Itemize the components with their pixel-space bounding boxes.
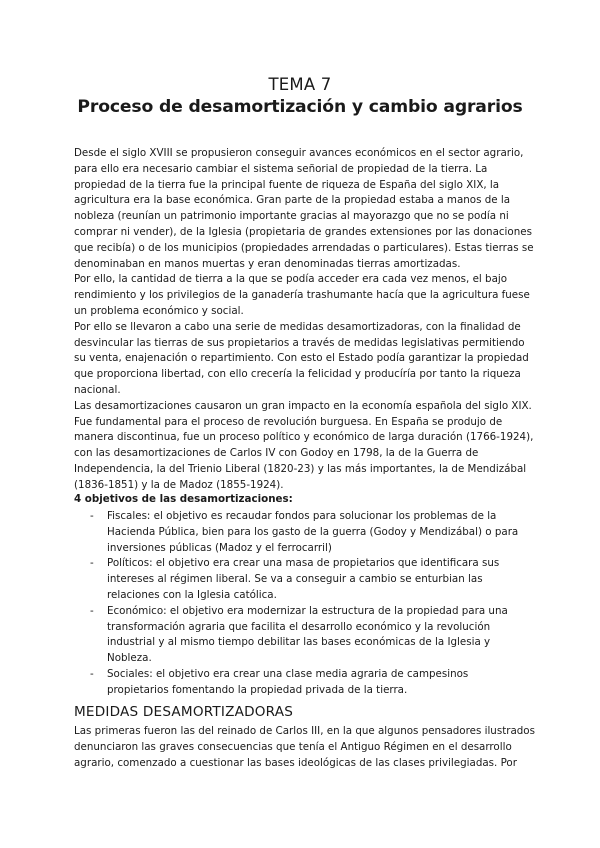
topic-number: TEMA 7 [268, 75, 332, 94]
text-line: manera discontinua, fue un proceso político y económico de larga duración (1766-1924), [74, 431, 534, 444]
text-line: su venta, enajenación o repartimiento. Con esto el Estado podía garantizar la propiedad [74, 352, 529, 365]
text-line: denunciaron las graves consecuencias que tenía el Antiguo Régimen en el desarrollo [74, 740, 512, 753]
text-line: Hacienda Pública, bien para los gasto de la guerra (Godoy y Mendizábal) o para [107, 525, 519, 538]
text-line: Independencia, la del Trienio Liberal (1820-23) y las más importantes, la de Mendizábal [74, 462, 527, 475]
objective-item [74, 556, 554, 603]
intro-text [74, 146, 539, 494]
text-line: (1836-1851) y la de Madoz (1855-1924). [74, 478, 284, 491]
text-line: denominaban en manos muertas y eran denominadas tierras amortizadas. [74, 257, 461, 270]
objective-item [74, 667, 554, 699]
text-line: transformación agraria que facilita el desarrollo económico y la revolución [107, 620, 491, 633]
text-line: que proporciona libertad, con ello crecería la felicidad y producíría por tanto la riqueza [74, 368, 521, 381]
text-line: Fue fundamental para el proceso de revolución burguesa. En España se produjo de [74, 415, 503, 428]
text-line: Desde el siglo XVIII se propusieron conseguir avances económicos en el sector agrario, [74, 147, 524, 159]
text-line: desvincular las tierras de sus propietarios a través de medidas legislativas permitiendo [74, 336, 525, 349]
text-line: para ello era necesario cambiar el sistema señorial de propiedad de la tierra. La [74, 162, 488, 175]
text-line: Nobleza. [107, 652, 152, 665]
bullet-dash: - [90, 604, 94, 617]
text-line: Por ello, la cantidad de tierra a la que se podía acceder era cada vez menos, el bajo [74, 273, 508, 286]
bullet-dash: - [90, 510, 94, 522]
text-line: con las desamortizaciones de Carlos IV con Godoy en 1798, la de la Guerra de [74, 447, 479, 460]
objective-item [74, 509, 554, 556]
bullet-dash: - [90, 667, 94, 680]
text-line: nacional. [74, 383, 121, 396]
text-line: Políticos: el objetivo era crear una masa de propietarios que identificara sus [107, 557, 500, 570]
text-line: comprar ni vender), de la Iglesia (propietaria de grandes extensiones por las donaciones [74, 225, 532, 238]
page-title: Proceso de desamortización y cambio agrarios [77, 97, 523, 117]
text-line: Económico: el objetivo era modernizar la estructura de la propiedad para una [107, 604, 508, 617]
text-line: inversiones públicas (Madoz y el ferrocarril) [107, 541, 332, 554]
objectives-list [74, 509, 554, 699]
text-line: Las desamortizaciones causaron un gran impacto en la economía española del siglo XIX. [74, 399, 532, 412]
objectives-heading: 4 objetivos de las desamortizaciones: [74, 493, 293, 505]
text-line: agricultura era la base económica. Gran parte de la propiedad estaba a manos de la [74, 194, 511, 207]
text-line: Fiscales: el objetivo es recaudar fondos para solucionar los problemas de la [107, 510, 497, 522]
text-line: propietarios fomentando la propiedad privada de la tierra. [107, 683, 408, 696]
text-line: intereses al régimen liberal. Se va a conseguir a cambio se enturbian las [107, 573, 483, 586]
measures-text [74, 724, 539, 771]
text-line: nobleza (reunían un patrimonio importante gracias al mayorazgo que no se podía ni [74, 210, 509, 223]
text-line: relaciones con la Iglesia católica. [107, 588, 277, 601]
objective-item [74, 604, 554, 667]
text-line: que recibía) o de los municipios (propiedades arrendadas o particulares). Estas tierras se [74, 241, 534, 254]
text-line: propiedad de la tierra fue la principal fuente de riqueza de España del siglo XIX, la [74, 178, 500, 191]
text-line: Las primeras fueron las del reinado de Carlos III, en la que algunos pensadores ilustrados [74, 725, 535, 737]
text-line: Sociales: el objetivo era crear una clase media agraria de campesinos [107, 667, 469, 680]
text-line: un problema económico y social. [74, 304, 244, 317]
text-line: Por ello se llevaron a cabo una serie de medidas desamortizadoras, con la finalidad de [74, 320, 521, 333]
text-line: rendimiento y los privilegios de la ganadería trashumante hacía que la agricultura fuese [74, 289, 530, 302]
text-line: agrario, comenzado a cuestionar las bases ideológicas de las clases privilegiadas. Por [74, 756, 517, 769]
bullet-dash: - [90, 557, 94, 570]
section-heading: MEDIDAS DESAMORTIZADORAS [74, 704, 294, 720]
text-line: industrial y al mismo tiempo debilitar las bases económicas de la Iglesia y [107, 636, 491, 649]
